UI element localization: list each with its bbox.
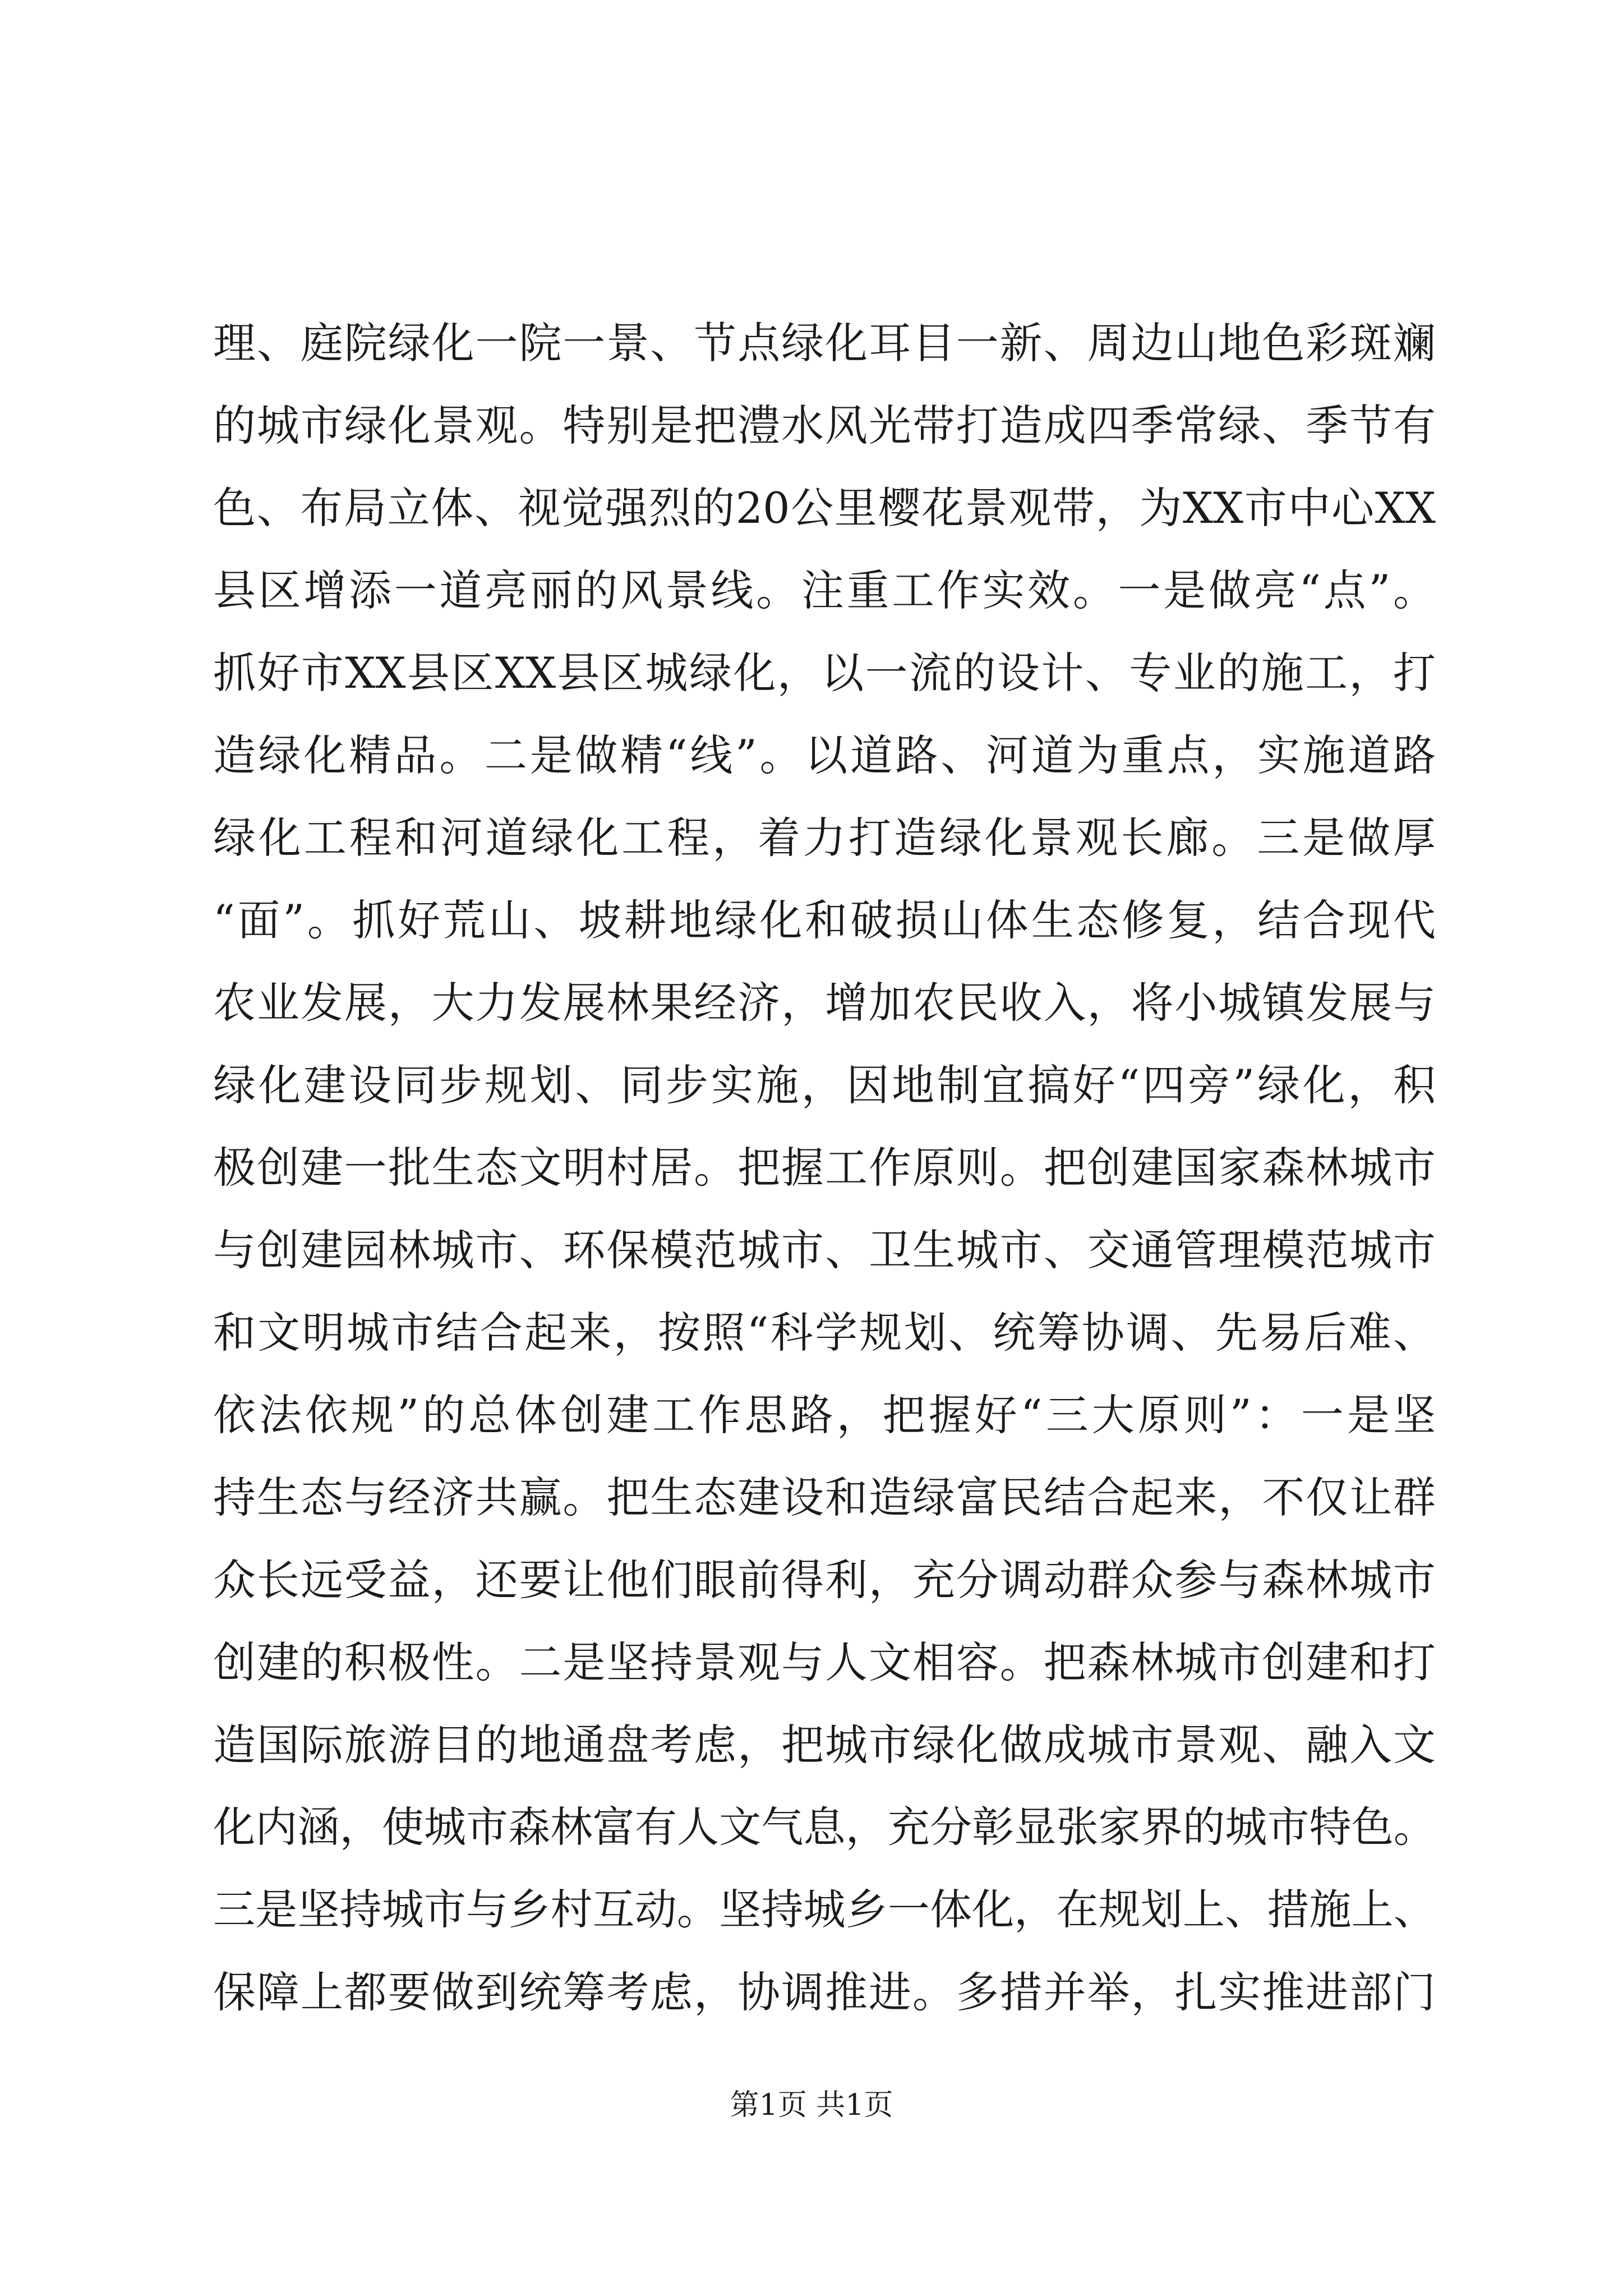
text-line: 化内涵，使城市森林富有人文气息，充分彰显张家界的城市特色。: [213, 1802, 1436, 1852]
text-line: 绿化建设同步规划、同步实施，因地制宜搞好“四旁”绿化，积: [213, 1060, 1436, 1110]
text-line: 农业发展，大力发展林果经济，增加农民收入，将小城镇发展与: [213, 978, 1436, 1028]
text-line: “面”。抓好荒山、坡耕地绿化和破损山体生态修复，结合现代: [213, 895, 1436, 945]
text-line: 极创建一批生态文明村居。把握工作原则。把创建国家森林城市: [213, 1143, 1436, 1193]
page-footer: [0, 2086, 1623, 2125]
text-line: 造国际旅游目的地通盘考虑，把城市绿化做成城市景观、融入文: [213, 1720, 1436, 1770]
text-line: 众长远受益，还要让他们眼前得利，充分调动群众参与森林城市: [213, 1555, 1436, 1605]
text-line: 绿化工程和河道绿化工程，着力打造绿化景观长廊。三是做厚: [213, 813, 1436, 863]
text-line: 创建的积极性。二是坚持景观与人文相容。把森林城市创建和打: [213, 1637, 1436, 1687]
text-line: 县区增添一道亮丽的风景线。注重工作实效。一是做亮“点”。: [213, 565, 1436, 615]
text-line: 造绿化精品。二是做精“线”。以道路、河道为重点，实施道路: [213, 730, 1436, 780]
text-line: 依法依规”的总体创建工作思路，把握好“三大原则”：一是坚: [213, 1390, 1436, 1440]
text-line: 和文明城市结合起来，按照“科学规划、统筹协调、先易后难、: [213, 1308, 1436, 1358]
page-number-label: 第1页 共1页: [730, 2088, 893, 2122]
body-text: [213, 302, 1436, 2033]
text-line: 保障上都要做到统筹考虑，协调推进。多措并举，扎实推进部门: [213, 1967, 1436, 2017]
text-line: 理、庭院绿化一院一景、节点绿化耳目一新、周边山地色彩斑斓: [213, 318, 1436, 368]
text-line: 抓好市XX县区XX县区城绿化，以一流的设计、专业的施工，打: [213, 648, 1436, 698]
text-line: 的城市绿化景观。特别是把澧水风光带打造成四季常绿、季节有: [213, 401, 1436, 450]
text-line: 色、布局立体、视觉强烈的20公里樱花景观带，为XX市中心XX: [213, 483, 1436, 533]
text-line: 持生态与经济共赢。把生态建设和造绿富民结合起来，不仅让群: [213, 1473, 1436, 1522]
text-line: 与创建园林城市、环保模范城市、卫生城市、交通管理模范城市: [213, 1225, 1436, 1275]
text-line: 三是坚持城市与乡村互动。坚持城乡一体化，在规划上、措施上、: [213, 1885, 1436, 1934]
